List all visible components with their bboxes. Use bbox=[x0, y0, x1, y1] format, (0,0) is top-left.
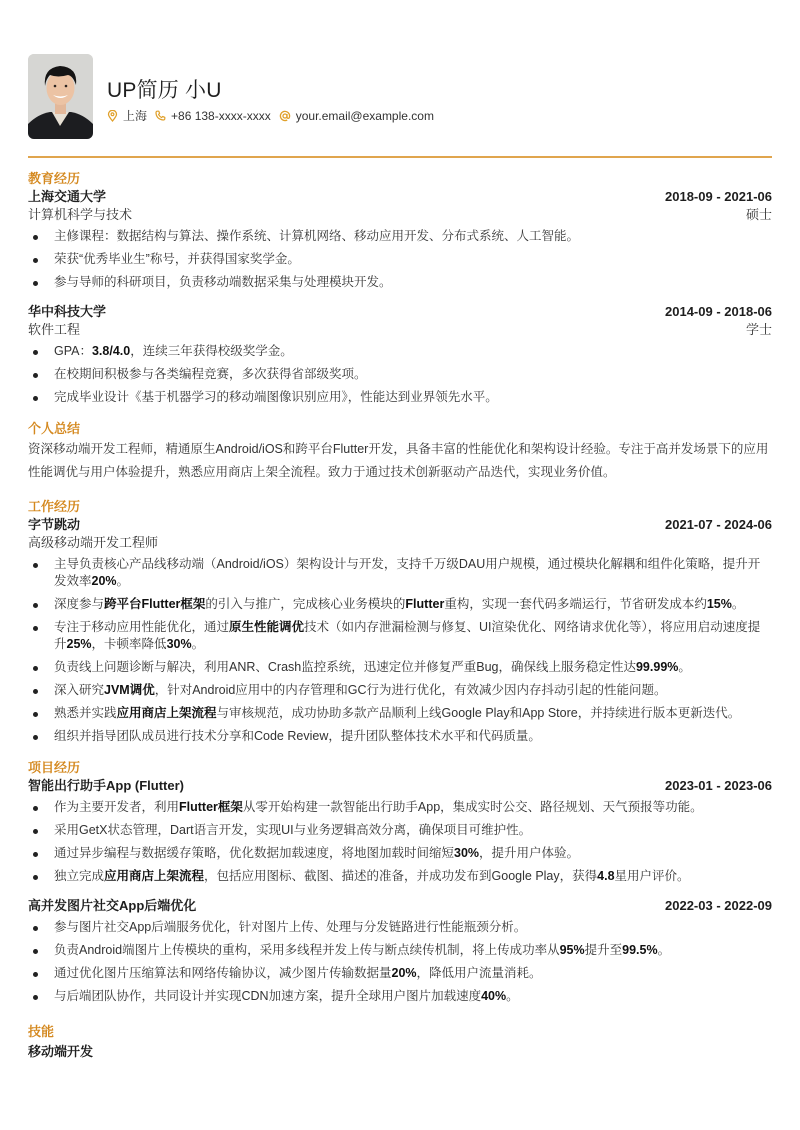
bullet-item: 组织并指导团队成员进行技术分享和Code Review，提升团队整体技术水平和代码质量。 bbox=[28, 728, 772, 745]
bullet-item: 作为主要开发者，利用Flutter框架从零开始构建一款智能出行助手App，集成实时公交、路径规划、天气预报等功能。 bbox=[28, 799, 772, 816]
at-icon bbox=[279, 110, 291, 122]
bullet-item: 主修课程：数据结构与算法、操作系统、计算机网络、移动应用开发、分布式系统、人工智能。 bbox=[28, 228, 772, 245]
bullet-item: 深度参与跨平台Flutter框架的引入与推广，完成核心业务模块的Flutter重构，实现一套代码多端运行，节省研发成本约15%。 bbox=[28, 596, 772, 613]
section-title: 项目经历 bbox=[28, 760, 81, 775]
bullet-list bbox=[28, 799, 772, 885]
section-work bbox=[28, 498, 772, 745]
major: 计算机科学与技术 bbox=[28, 207, 133, 222]
phone-icon bbox=[155, 110, 166, 121]
email-text[interactable]: your.email@example.com bbox=[295, 108, 434, 123]
bullet-list bbox=[28, 228, 772, 291]
location-pin-icon bbox=[107, 110, 118, 122]
contact-email[interactable] bbox=[279, 109, 434, 123]
bullet-item: 通过优化图片压缩算法和网络传输协议，减少图片传输数据量20%，降低用户流量消耗。 bbox=[28, 965, 772, 982]
school-name: 华中科技大学 bbox=[28, 304, 107, 319]
bullet-item: 完成毕业设计《基于机器学习的移动端图像识别应用》，性能达到业界领先水平。 bbox=[28, 389, 772, 406]
summary-text: 资深移动端开发工程师，精通原生Android/iOS和跨平台Flutter开发，具备丰富的性能优化和架构设计经验。专注于高并发场景下的应用性能调优与用户体验提升，熟悉应用商店上架全流程。致力于通过技术创新驱动产品迭代，实现业务价值。 bbox=[28, 442, 769, 479]
bullet-item: 主导负责核心产品线移动端（Android/iOS）架构设计与开发，支持千万级DAU用户规模，通过模块化解耦和组件化策略，提升开发效率20%。 bbox=[28, 556, 772, 590]
date-range: 2021-07 - 2024-06 bbox=[665, 517, 772, 532]
date-range: 2022-03 - 2022-09 bbox=[665, 898, 772, 913]
bullet-item: 负责Android端图片上传模块的重构，采用多线程并发上传与断点续传机制，将上传成功率从95%提升至99.5%。 bbox=[28, 942, 772, 959]
work-entry bbox=[28, 516, 772, 745]
section-skills bbox=[28, 1023, 772, 1060]
major: 软件工程 bbox=[28, 322, 81, 337]
date-range: 2023-01 - 2023-06 bbox=[665, 778, 772, 793]
bullet-item: 通过异步编程与数据缓存策略，优化数据加载速度，将地图加载时间缩短30%，提升用户体验。 bbox=[28, 845, 772, 862]
resume-body bbox=[28, 170, 772, 1074]
contact-location bbox=[107, 107, 147, 124]
section-title: 个人总结 bbox=[28, 421, 81, 436]
project-entry bbox=[28, 897, 772, 1005]
section-education bbox=[28, 170, 772, 406]
degree: 学士 bbox=[745, 322, 772, 337]
bullet-list bbox=[28, 919, 772, 1005]
contact-row bbox=[107, 107, 442, 124]
project-name: 智能出行助手App (Flutter) bbox=[28, 778, 184, 793]
bullet-item: 采用GetX状态管理，Dart语言开发，实现UI与业务逻辑高效分离，确保项目可维护性。 bbox=[28, 822, 772, 839]
education-entry bbox=[28, 303, 772, 406]
date-range: 2018-09 - 2021-06 bbox=[665, 189, 772, 204]
section-projects bbox=[28, 759, 772, 1005]
company-name: 字节跳动 bbox=[28, 517, 81, 532]
bullet-item: 参与图片社交App后端服务优化，针对图片上传、处理与分发链路进行性能瓶颈分析。 bbox=[28, 919, 772, 936]
education-entry bbox=[28, 188, 772, 291]
bullet-item: 参与导师的科研项目，负责移动端数据采集与处理模块开发。 bbox=[28, 274, 772, 291]
resume-header bbox=[28, 54, 772, 140]
location-text: 上海 bbox=[123, 109, 148, 123]
bullet-list bbox=[28, 343, 772, 406]
bullet-item: 深入研究JVM调优，针对Android应用中的内存管理和GC行为进行优化，有效减少因内存抖动引起的性能问题。 bbox=[28, 682, 772, 699]
bullet-item: GPA：3.8/4.0，连续三年获得校级奖学金。 bbox=[28, 343, 772, 360]
bullet-item: 专注于移动应用性能优化，通过原生性能调优技术（如内存泄漏检测与修复、UI渲染优化、网络请求优化等），将应用启动速度提升25%，卡顿率降低30%。 bbox=[28, 619, 772, 653]
candidate-name: UP简历 小U bbox=[107, 79, 222, 102]
bullet-item: 在校期间积极参与各类编程竞赛，多次获得省部级奖项。 bbox=[28, 366, 772, 383]
section-title: 教育经历 bbox=[28, 171, 81, 186]
bullet-item: 负责线上问题诊断与解决，利用ANR、Crash监控系统，迅速定位并修复严重Bug，确保线上服务稳定性达99.99%。 bbox=[28, 659, 772, 676]
bullet-item: 独立完成应用商店上架流程，包括应用图标、截图、描述的准备，并成功发布到Google Play，获得4.8星用户评价。 bbox=[28, 868, 772, 885]
school-name: 上海交通大学 bbox=[28, 189, 107, 204]
section-summary bbox=[28, 420, 772, 484]
bullet-list bbox=[28, 556, 772, 745]
bullet-item: 与后端团队协作，共同设计并实现CDN加速方案，提升全球用户图片加载速度40%。 bbox=[28, 988, 772, 1005]
header-divider bbox=[28, 156, 772, 158]
profile-photo bbox=[28, 54, 93, 139]
skill-group-name: 移动端开发 bbox=[28, 1044, 94, 1059]
contact-phone bbox=[155, 109, 271, 123]
project-name: 高并发图片社交App后端优化 bbox=[28, 898, 197, 913]
phone-text: +86 138-xxxx-xxxx bbox=[171, 108, 271, 123]
date-range: 2014-09 - 2018-06 bbox=[665, 304, 772, 319]
section-title: 工作经历 bbox=[28, 499, 81, 514]
section-title: 技能 bbox=[28, 1024, 55, 1039]
bullet-item: 荣获“优秀毕业生”称号，并获得国家奖学金。 bbox=[28, 251, 772, 268]
bullet-item: 熟悉并实践应用商店上架流程与审核规范，成功协助多款产品顺利上线Google Play和App Store，并持续进行版本更新迭代。 bbox=[28, 705, 772, 722]
avatar-illustration bbox=[28, 54, 93, 139]
degree: 硕士 bbox=[745, 207, 772, 222]
job-title: 高级移动端开发工程师 bbox=[28, 535, 159, 550]
project-entry bbox=[28, 777, 772, 885]
